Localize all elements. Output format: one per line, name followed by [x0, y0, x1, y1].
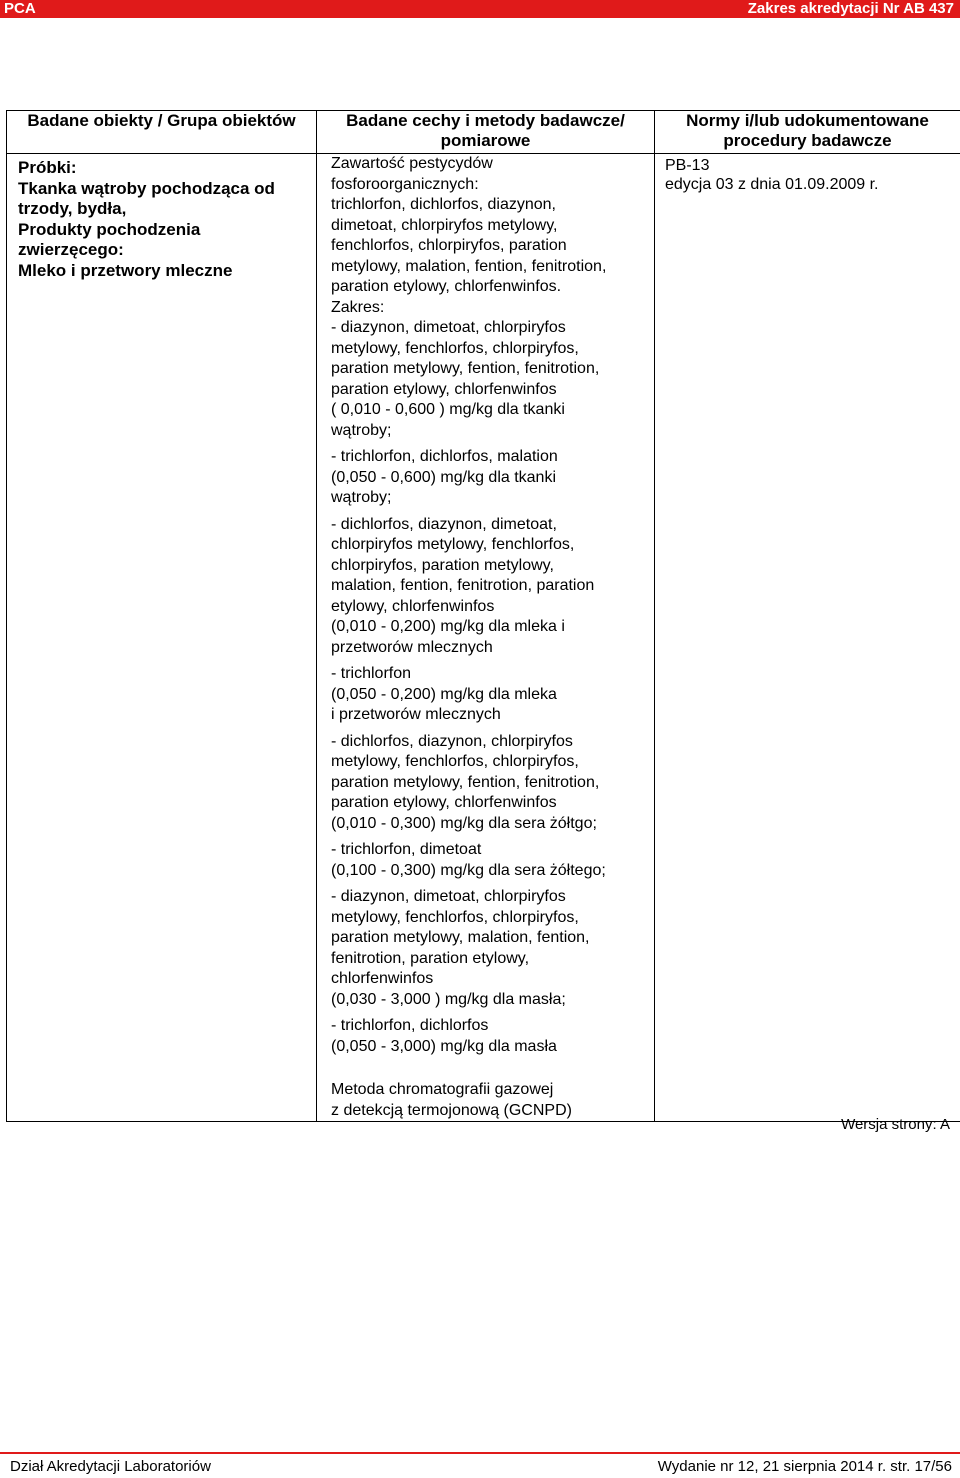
procedure-edition: edycja 03 z dnia 01.09.2009 r. [665, 175, 956, 194]
page-header [0, 0, 960, 18]
objects-line: Tkanka wątroby pochodząca od [18, 179, 310, 200]
range-item: - trichlorfon, dimetoat (0,100 - 0,300) mg/kg dla sera żółtego; [331, 840, 650, 881]
header-org: PCA [4, 0, 36, 17]
table-row [7, 154, 960, 1122]
accreditation-table [6, 110, 960, 1122]
page-version: Wersja strony: A [841, 1116, 950, 1133]
range-item: - trichlorfon, dichlorfos (0,050 - 3,000) mg/kg dla masła [331, 1016, 650, 1057]
intro-block: Zawartość pestycydów fosforoorganicznych: trichlorfon, dichlorfos, diazynon, dimetoat, chlorpiryfos metylowy, fenchlorfos, chlorpiryfos, paration metylowy, malation, fention, fenitrotion, paration etylowy, chlorfenwinfos. Zakres: [331, 154, 650, 318]
objects-line: trzody, bydła, [18, 199, 310, 220]
range-item: - dichlorfos, diazynon, chlorpiryfos metylowy, fenchlorfos, chlorpiryfos, paration metylowy, fention, fenitrotion, paration etylowy, chlorfenwinfos (0,010 - 0,300) mg/kg dla sera żółtgo; [331, 732, 650, 835]
col-header-objects: Badane obiekty / Grupa obiektów [7, 111, 317, 154]
procedure-code: PB-13 [665, 156, 956, 175]
col-header-standards: Normy i/lub udokumentowane procedury badawcze [655, 111, 960, 154]
method-description: Metoda chromatografii gazowej z detekcją termojonową (GCNPD) [331, 1080, 650, 1121]
objects-line: zwierzęcego: [18, 240, 310, 261]
range-item: - trichlorfon, dichlorfos, malation (0,050 - 0,600) mg/kg dla tkanki wątroby; [331, 447, 650, 509]
objects-line: Mleko i przetwory mleczne [18, 261, 310, 282]
methods-cell [317, 154, 655, 1122]
page-footer [0, 1452, 960, 1478]
objects-line: Próbki: [18, 158, 310, 179]
footer-edition-page: Wydanie nr 12, 21 sierpnia 2014 r. str. 17/56 [658, 1457, 952, 1477]
header-scope-title: Zakres akredytacji Nr AB 437 [748, 0, 954, 17]
footer-department: Dział Akredytacji Laboratoriów [10, 1457, 211, 1477]
tested-objects-cell [7, 154, 317, 1122]
range-item: - diazynon, dimetoat, chlorpiryfos metylowy, fenchlorfos, chlorpiryfos, paration metylowy, malation, fention, fenitrotion, paration etylowy, chlorfenwinfos (0,030 - 3,000 ) mg/kg dla masła; [331, 887, 650, 1010]
range-item: - diazynon, dimetoat, chlorpiryfos metylowy, fenchlorfos, chlorpiryfos, paration metylowy, fention, fenitrotion, paration etylowy, chlorfenwinfos ( 0,010 - 0,600 ) mg/kg dla tkanki wątroby; [331, 318, 650, 441]
range-item: - trichlorfon (0,050 - 0,200) mg/kg dla mleka i przetworów mlecznych [331, 664, 650, 726]
objects-line: Produkty pochodzenia [18, 220, 310, 241]
range-item: - dichlorfos, diazynon, dimetoat, chlorpiryfos metylowy, fenchlorfos, chlorpiryfos, paration metylowy, malation, fention, fenitrotion, paration etylowy, chlorfenwinfos (0,010 - 0,200) mg/kg dla mleka i przetworów mlecznych [331, 515, 650, 659]
standards-cell [655, 154, 960, 1122]
col-header-methods: Badane cechy i metody badawcze/ pomiarowe [317, 111, 655, 154]
table-header-row [7, 111, 960, 154]
